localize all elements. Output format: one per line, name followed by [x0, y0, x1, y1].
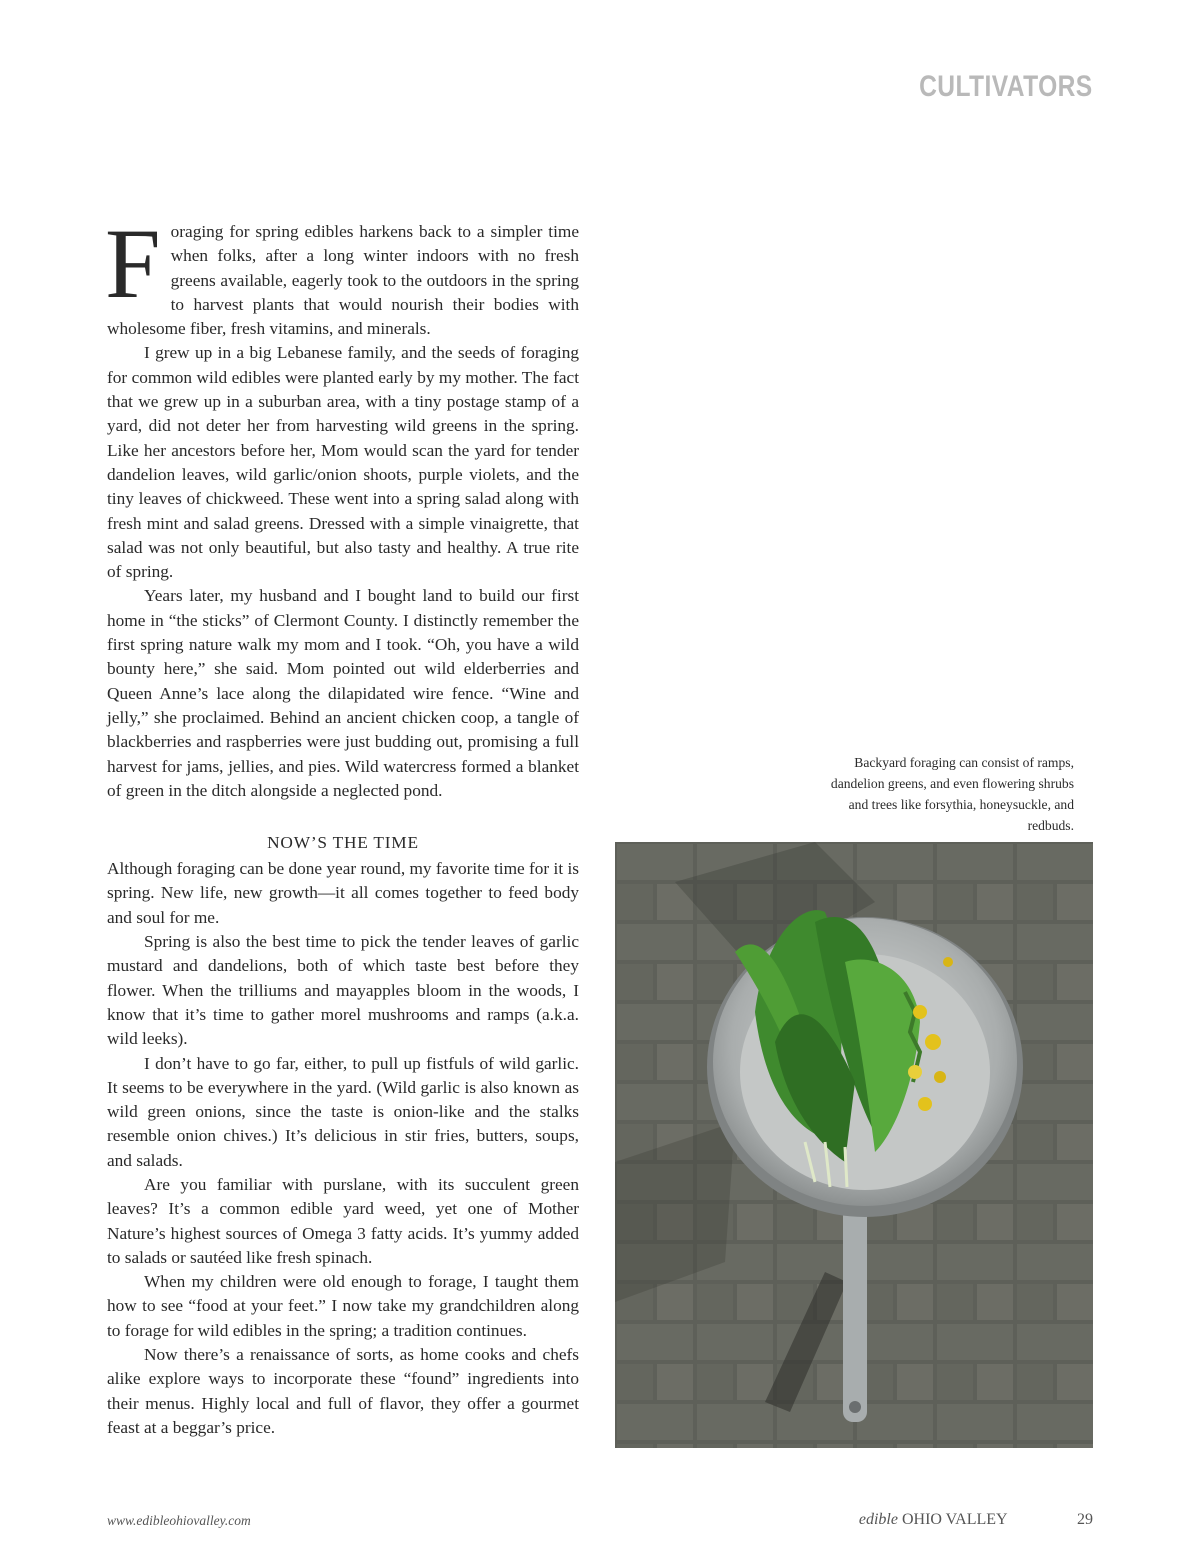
- paragraph-7: Are you familiar with purslane, with its succulent green leaves? It’s a common edible yard weed, yet one of Mother Nature’s highest sources of Omega 3 fatty acids. It’s yummy added to salads or sautéed like fresh spinach.: [107, 1174, 579, 1267]
- paragraph-5: Spring is also the best time to pick the tender leaves of garlic mustard and dandelions, both of which taste best before they flower. When the trilliums and mayapples bloom in the woods, I know that it’s time to gather morel mushrooms and ramps (a.k.a. wild leeks).: [107, 932, 579, 1049]
- photo-caption: Backyard foraging can consist of ramps, dandelion greens, and even flowering shrubs and trees like forsythia, honeysuckle, and redbuds.: [830, 755, 1074, 833]
- drop-cap: F: [105, 208, 161, 319]
- paragraph-8: When my children were old enough to forage, I taught them how to see “food at your feet.” I now take my grandchildren along to forage for wild edibles in the spring; a tradition continues.: [107, 1272, 579, 1340]
- paragraph-9: Now there’s a renaissance of sorts, as home cooks and chefs alike explore ways to incorporate these “found” ingredients into their menus. Highly local and full of flavor, they offer a gourmet feast at a beggar’s price.: [107, 1345, 579, 1437]
- footer-website[interactable]: www.edibleohiovalley.com: [107, 1513, 251, 1528]
- footer-brand-name: OHIO VALLEY: [901, 1511, 1007, 1528]
- page-number: 29: [1077, 1511, 1093, 1528]
- paragraph-6: I don’t have to go far, either, to pull up fistfuls of wild garlic. It seems to be everywhere in the yard. (Wild garlic is also known as wild green onions, since the taste is onion-like and the stalks resemble onion chives.) It’s delicious in stir fries, butters, soups, and salads.: [107, 1053, 579, 1170]
- footer-brand: [859, 1511, 1093, 1529]
- paragraph-1-text: oraging for spring edibles harkens back to a simpler time when folks, after a long winter indoors with no fresh greens available, eagerly took to the outdoors in the spring to harvest plants that would nourish their bodies with wholesome fiber, fresh vitamins, and minerals.: [107, 222, 579, 339]
- paragraph-4: Although foraging can be done year round, my favorite time for it is spring. New life, new growth—it all comes together to feed body and soul for me.: [107, 859, 579, 927]
- colander-illustration: [615, 842, 1093, 1448]
- colander-photo: [615, 842, 1093, 1448]
- footer-brand-italic: edible: [858, 1511, 898, 1528]
- paragraph-2: I grew up in a big Lebanese family, and the seeds of foraging for common wild edibles were planted early by my mother. The fact that we grew up in a suburban area, with a tiny postage stamp of a yard, did not deter her from harvesting wild greens in the spring. Like her ancestors before her, Mom would scan the yard for tender dandelion leaves, wild garlic/onion shoots, purple violets, and the tiny leaves of chickweed. These went into a spring salad along with fresh mint and salad greens. Dressed with a simple vinaigrette, that salad was not only beautiful, but also tasty and healthy. A true rite of spring.: [107, 343, 579, 582]
- section-title: CULTIVATORS: [919, 70, 1093, 103]
- paragraph-3: Years later, my husband and I bought land to build our first home in “the sticks” of Clermont County. I distinctly remember the first spring nature walk my mom and I took. “Oh, you have a wild bounty here,” she said. Mom pointed out wild elderberries and Queen Anne’s lace along the dilapidated wire fence. “Wine and jelly,” she proclaimed. Behind an ancient chicken coop, a tangle of blackberries and raspberries were just budding out, promising a full harvest for jams, jellies, and pies. Wild watercress formed a blanket of green in the ditch alongside a neglected pond.: [107, 586, 579, 800]
- paragraph-1: [105, 208, 579, 341]
- article-body: [105, 208, 579, 1440]
- subheading: NOW’S THE TIME: [267, 833, 419, 853]
